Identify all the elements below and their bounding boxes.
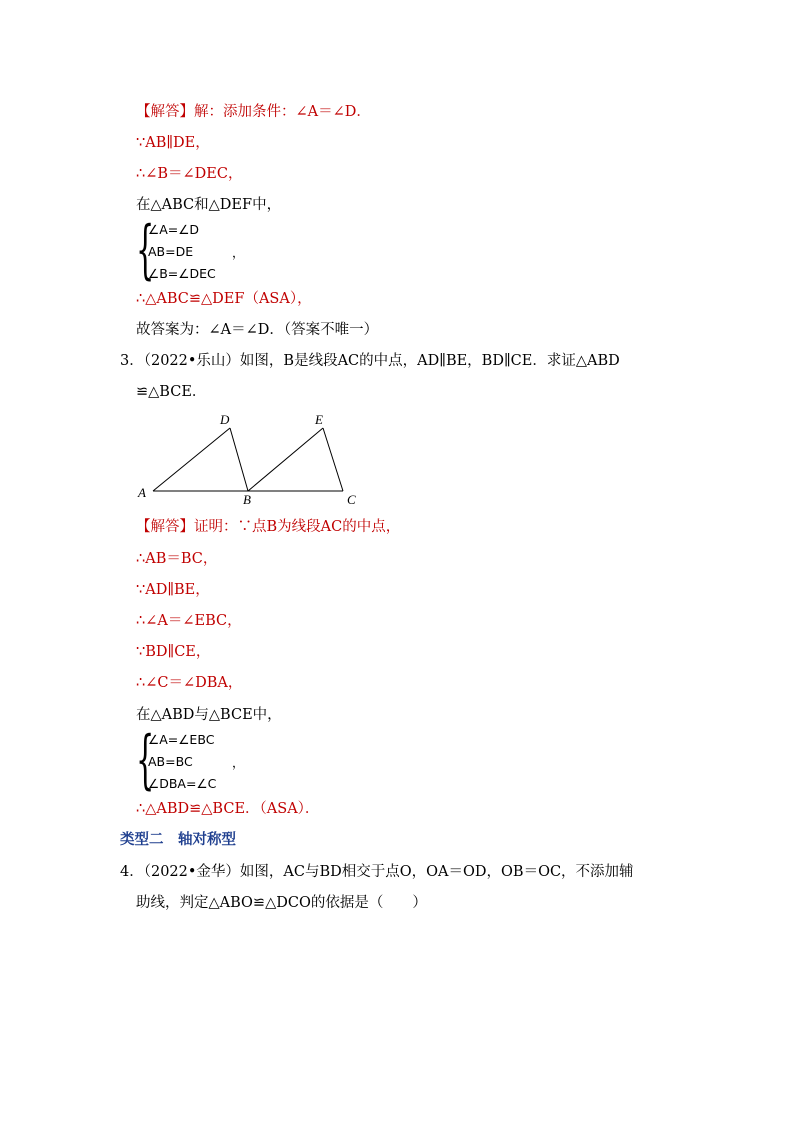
- proof-line-2: ∴AB＝BC，: [136, 551, 218, 567]
- answer-line-2: ∵AB∥DE，: [136, 135, 210, 151]
- proof-line-7: 在△ABD与△BCE中，: [136, 707, 282, 723]
- answer-tag: 【解答】: [136, 519, 194, 535]
- system-comma: ，: [232, 245, 245, 260]
- question-4-line-1: 4．（2022•金华）如图，AC与BD相交于点O，OA＝OD，OB＝OC，不添加辅: [120, 864, 634, 880]
- left-brace: {: [136, 213, 155, 287]
- point-label-a: A: [138, 485, 146, 500]
- system-line: AB=DE: [148, 244, 194, 259]
- segment-be: [248, 428, 323, 491]
- section-heading: 类型二 轴对称型: [120, 832, 236, 848]
- answer-tag: 【解答】: [136, 104, 194, 120]
- segment-ec: [323, 428, 343, 491]
- point-label-b: B: [243, 492, 251, 507]
- left-brace: {: [136, 723, 155, 797]
- answer-line-4: 在△ABC和△DEF中，: [136, 197, 282, 213]
- answer-line-6: 故答案为：∠A＝∠D．（答案不唯一）: [136, 322, 379, 338]
- proof-line-3: ∵AD∥BE，: [136, 582, 210, 598]
- system-line: ∠A=∠EBC: [148, 732, 215, 747]
- system-line: ∠A=∠D: [148, 222, 200, 237]
- point-label-e: E: [315, 412, 323, 427]
- proof-line-5: ∵BD∥CE，: [136, 644, 211, 660]
- system-comma: ，: [232, 755, 245, 770]
- proof-line-1: [136, 517, 400, 537]
- answer-text: 解：添加条件：∠A＝∠D．: [194, 104, 371, 120]
- proof-text: 证明：∵点B为线段AC的中点，: [194, 519, 401, 535]
- system-line: AB=BC: [148, 754, 193, 769]
- system-line: ∠DBA=∠C: [148, 776, 217, 791]
- proof-line-6: ∴∠C＝∠DBA，: [136, 675, 243, 691]
- point-label-c: C: [347, 492, 356, 507]
- segment-ad: [153, 428, 230, 491]
- question-3-line-2: ≌△BCE．: [136, 384, 207, 400]
- answer-line-1: [136, 102, 371, 122]
- answer-line-5: ∴△ABC≌△DEF（ASA），: [136, 291, 312, 307]
- geometry-figure: [0, 405, 794, 515]
- proof-line-8: ∴△ABD≌△BCE．（ASA）．: [136, 801, 320, 817]
- point-label-d: D: [220, 412, 230, 427]
- segment-db: [230, 428, 248, 491]
- proof-line-4: ∴∠A＝∠EBC，: [136, 613, 242, 629]
- answer-line-3: ∴∠B＝∠DEC，: [136, 166, 243, 182]
- system-line: ∠B=∠DEC: [148, 266, 216, 281]
- question-4-line-2: 助线，判定△ABO≌△DCO的依据是（ ）: [136, 895, 427, 911]
- question-3-line-1: 3．（2022•乐山）如图，B是线段AC的中点，AD∥BE，BD∥CE．求证△ABD: [120, 353, 620, 369]
